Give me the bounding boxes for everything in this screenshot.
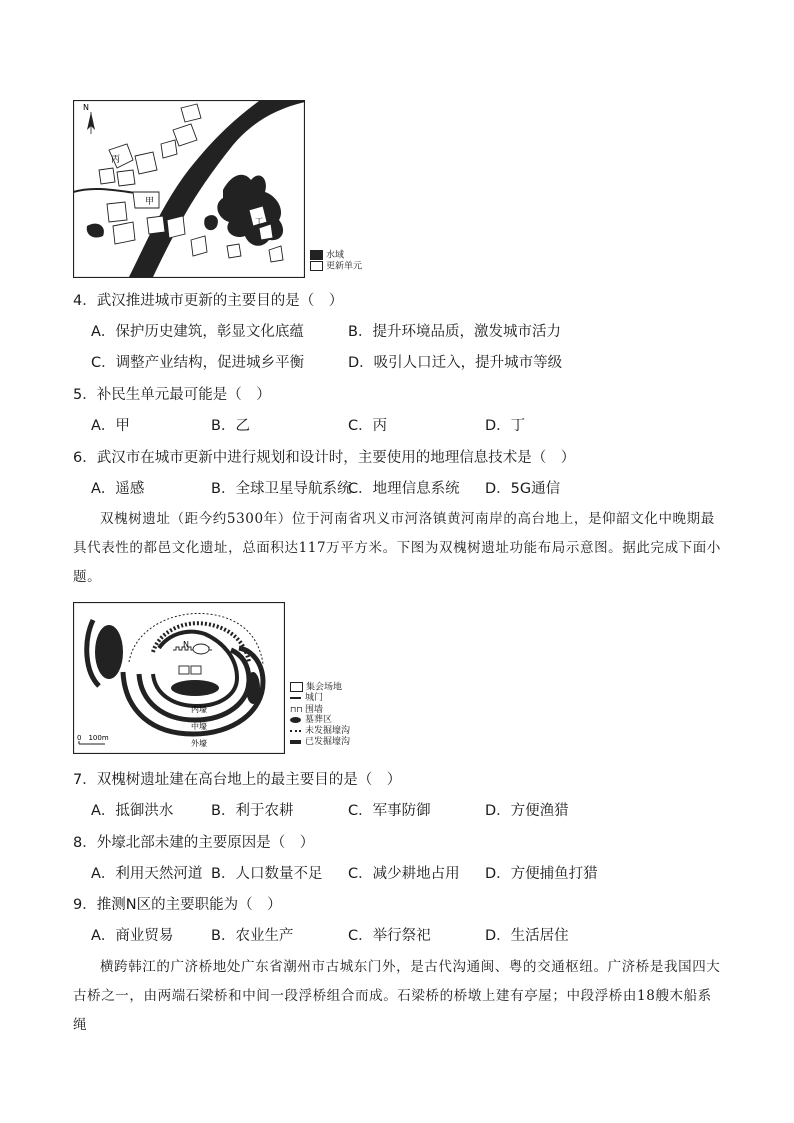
legend-water: 水域	[310, 250, 362, 261]
q7-option-d[interactable]: D．方便渔猎	[485, 803, 569, 819]
label-inner-moat: 内壕	[191, 705, 207, 714]
q6-option-d[interactable]: D．5G通信	[485, 481, 561, 497]
q7-option-a[interactable]: A．抵御洪水	[91, 803, 174, 819]
q8-option-b[interactable]: B．人口数量不足	[211, 866, 323, 882]
oval-icon	[290, 717, 301, 723]
cemetery-west	[95, 625, 123, 679]
label-outer-moat: 外壕	[191, 739, 207, 748]
q9-option-b[interactable]: B．农业生产	[211, 928, 294, 944]
site-map-graphic	[73, 602, 285, 754]
q4-option-b[interactable]: B．提升环境品质，激发城市活力	[348, 324, 561, 340]
q5-option-c[interactable]: C．丙	[348, 418, 388, 434]
legend-assembly: 集会场地	[290, 682, 350, 693]
label-bing: 丙	[111, 155, 121, 165]
q6-option-b[interactable]: B．全球卫星导航系统	[211, 481, 352, 497]
q7-option-b[interactable]: B．利于农耕	[211, 803, 294, 819]
label-n-zone: N	[183, 640, 189, 649]
q9-option-c[interactable]: C．举行祭祀	[348, 928, 431, 944]
legend-excavated: 已发掘壕沟	[290, 737, 350, 748]
q6-stem: 6．武汉市在城市更新中进行规划和设计时，主要使用的地理信息技术是（ ）	[73, 450, 576, 466]
q7-stem: 7．双槐树遗址建在高台地上的最主要目的是（ ）	[73, 772, 402, 788]
wall-icon: ⊓⊓	[290, 705, 303, 714]
q4-stem: 4．武汉推进城市更新的主要目的是（ ）	[73, 293, 344, 309]
q5-option-d[interactable]: D．丁	[485, 418, 526, 434]
q5-option-b[interactable]: B．乙	[211, 418, 250, 434]
scale-bar-label: 0 100m	[77, 734, 109, 742]
q4-option-c[interactable]: C．调整产业结构，促进城乡平衡	[91, 355, 305, 371]
wuhan-map-graphic	[73, 100, 305, 278]
q9-option-a[interactable]: A．商业贸易	[91, 928, 174, 944]
label-middle-moat: 中壕	[191, 722, 207, 731]
legend-wall: ⊓⊓ 围墙	[290, 705, 324, 715]
q8-stem: 8．外壕北部未建的主要原因是（ ）	[73, 835, 315, 851]
q4-option-d[interactable]: D．吸引人口迁入，提升城市等级	[348, 355, 563, 371]
passage-guangji-bridge: 横跨韩江的广济桥地处广东省潮州市古城东门外，是古代沟通闽、粤的交通枢纽。广济桥是我国四大古桥之一，由两端石梁桥和中间一段浮桥组合而成。石梁桥的桥墩上建有亭屋；中段浮桥由18艘木船系绳	[73, 959, 721, 1033]
label-ding: 丁	[255, 217, 263, 226]
q4-option-a[interactable]: A．保护历史建筑，彰显文化底蕴	[91, 324, 304, 340]
gate-icon	[290, 697, 301, 699]
box-icon	[290, 682, 303, 692]
q5-stem: 5．补民生单元最可能是（ ）	[73, 387, 271, 403]
legend-unexcavated: 未发掘壕沟	[290, 726, 350, 737]
wuhan-map	[73, 100, 305, 278]
water-swatch-icon	[310, 250, 323, 260]
thick-line-icon	[290, 740, 301, 744]
q6-option-c[interactable]: C．地理信息系统	[348, 481, 460, 497]
q9-option-d[interactable]: D．生活居住	[485, 928, 569, 944]
site-map-legend	[290, 682, 350, 748]
q8-option-d[interactable]: D．方便捕鱼打猎	[485, 866, 598, 882]
site-map	[73, 602, 285, 754]
q9-stem: 9．推测N区的主要职能为（ ）	[73, 897, 282, 913]
label-jia: 甲	[145, 197, 155, 207]
dash-icon	[290, 730, 301, 732]
cemetery-central	[171, 680, 219, 696]
passage-shuanghuaishu: 双槐树遗址（距今约5300年）位于河南省巩义市河洛镇黄河南岸的高台地上，是仰韶文化中晚期最具代表性的都邑文化遗址，总面积达117万平方米。下图为双槐树遗址功能布局示意图。据此完成下面小题。	[73, 511, 721, 585]
q8-option-a[interactable]: A．利用天然河道	[91, 866, 203, 882]
q6-option-a[interactable]: A．遥感	[91, 481, 145, 497]
q7-option-c[interactable]: C．军事防御	[348, 803, 431, 819]
wuhan-map-legend	[310, 250, 362, 272]
q8-option-c[interactable]: C．减少耕地占用	[348, 866, 460, 882]
legend-update-unit: 更新单元	[310, 261, 362, 272]
q5-option-a[interactable]: A．甲	[91, 418, 130, 434]
unit-swatch-icon	[310, 261, 323, 271]
legend-gate: 城门	[290, 693, 350, 704]
legend-cemetery: 墓葬区	[290, 715, 350, 726]
north-label: N	[83, 103, 89, 112]
